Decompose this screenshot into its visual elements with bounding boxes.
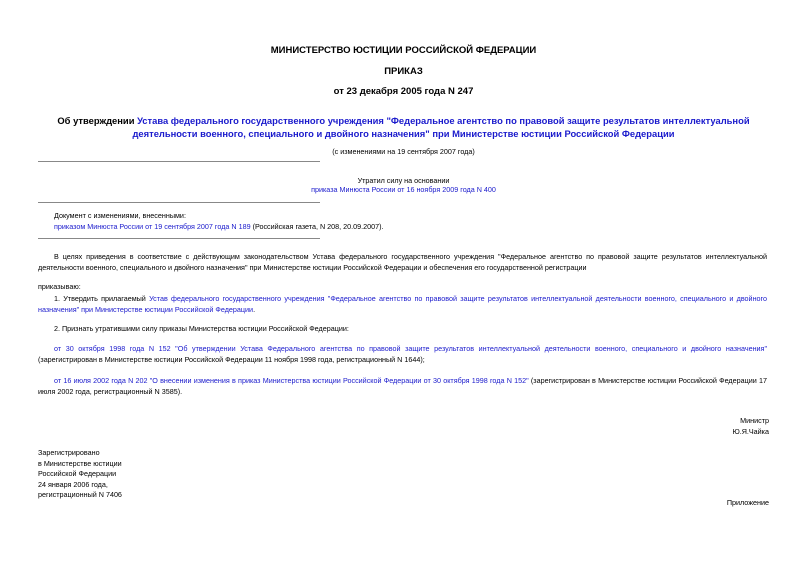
registration-line: в Министерстве юстиции [38, 458, 122, 468]
registration-line: Зарегистрировано [38, 448, 100, 457]
repeal-link[interactable]: приказа Минюста России от 16 ноября 2009 года N 400 [311, 185, 496, 194]
order-word: приказываю: [38, 282, 81, 291]
charter-link[interactable]: Устав федерального государственного учреждения "Федеральное агентство по правовой защите результатов интеллектуальной деятельности военного, специального и двойного назначения" при Министерстве юстиции Российской Федерации [38, 294, 767, 314]
amendments-heading: Документ с изменениями, внесенными: [54, 211, 186, 220]
item-1-suffix: . [253, 304, 256, 314]
repealed-order-1-link[interactable]: от 30 октября 1998 года N 152 "Об утверждении Устава Федерального агентства по правовой защите результатов интеллектуальной деятельности военного, специального и двойного назначения" [54, 344, 767, 353]
document-title [30, 114, 777, 140]
repealed-order-1-tail: (зарегистрирован в Министерстве юстиции Российской Федерации 11 ноября 1998 года, регистрационный N 1644); [38, 354, 425, 364]
divider [38, 161, 320, 162]
registration-line: Российской Федерации [38, 469, 117, 478]
divider [38, 202, 320, 203]
ministry-heading: МИНИСТЕРСТВО ЮСТИЦИИ РОССИЙСКОЙ ФЕДЕРАЦИИ [270, 45, 537, 56]
appendix-label: Приложение [726, 498, 769, 507]
registration-line: регистрационный N 7406 [38, 490, 122, 499]
item-1-paragraph [38, 294, 767, 315]
repealed-order-2-tail: (зарегистрирован в Министерстве юстиции Российской Федерации 17 июля 2002 года, регистрационный N 3585). [38, 376, 767, 396]
doc-date-heading: от 23 декабря 2005 года N 247 [333, 86, 474, 97]
repealed-order-1 [38, 344, 767, 365]
amendment-source: (Российская газета, N 208, 20.09.2007). [250, 222, 384, 231]
registration-block [38, 448, 122, 501]
repealed-order-2-link[interactable]: от 16 июля 2002 года N 202 "О внесении изменения в приказ Министерства юстиции Российской Федерации от 30 октября 1998 года N 152" [54, 376, 529, 385]
item-2-paragraph: 2. Признать утратившими силу приказы Министерства юстиции Российской Федерации: [54, 324, 349, 333]
divider [38, 238, 320, 239]
signature-name: Ю.Я.Чайка [732, 427, 769, 436]
repeal-note: Утратил силу на основании [357, 176, 450, 185]
doc-type-heading: ПРИКАЗ [384, 66, 423, 77]
repealed-order-2 [38, 376, 767, 397]
signature-position: Министр [740, 416, 769, 425]
title-prefix: Об утверждении [57, 115, 138, 126]
intro-paragraph: В целях приведения в соответствие с действующим законодательством Устава федерального государственного учреждения "Федеральное агентство по правовой защите результатов интеллектуальной деятельности военного, специального и двойного назначения" при Министерстве юстиции Российской Федерации и обеспечения его государственной регистрации [38, 252, 767, 272]
item-1-prefix: 1. Утвердить прилагаемый [54, 294, 150, 303]
amendments-line [54, 222, 384, 232]
amendment-link[interactable]: приказом Минюста России от 19 сентября 2007 года N 189 [54, 222, 251, 231]
registration-line: 24 января 2006 года, [38, 479, 108, 489]
title-link[interactable]: Устава федерального государственного учреждения "Федеральное агентство по правовой защите результатов интеллектуальной деятельности военного, специального и двойного назначения" при Министерстве юстиции Российской Федерации [132, 115, 750, 139]
changes-note: (с изменениями на 19 сентября 2007 года) [332, 147, 475, 156]
